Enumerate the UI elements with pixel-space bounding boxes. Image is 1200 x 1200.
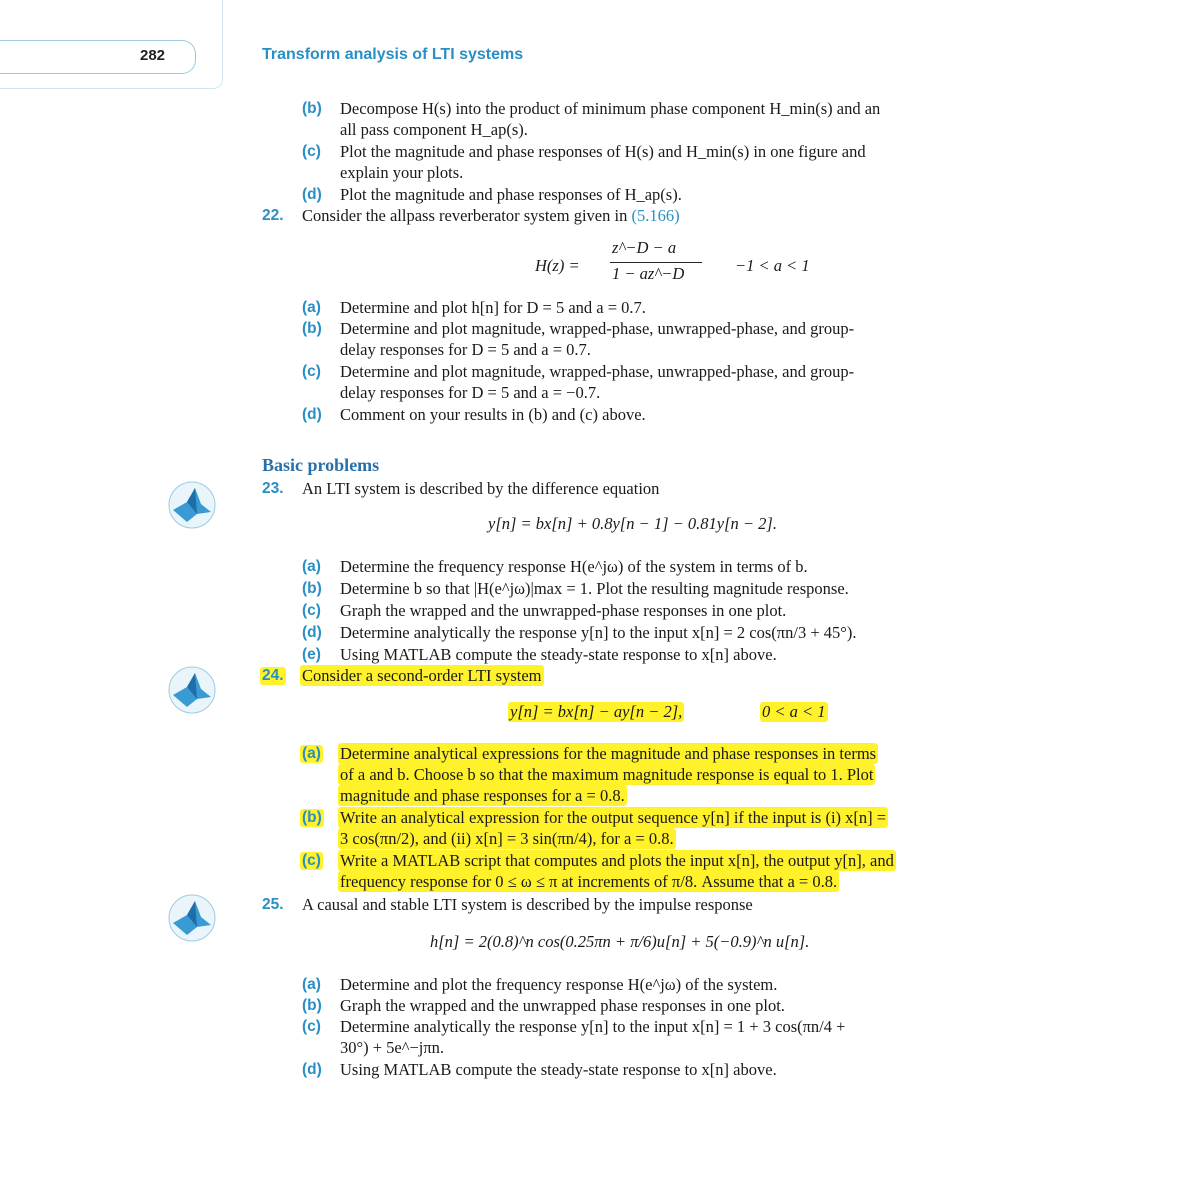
- part-text: magnitude and phase responses for a = 0.8.: [340, 786, 625, 805]
- part-label: (d): [302, 186, 322, 203]
- part-label: (c): [302, 852, 321, 869]
- part-text: Determine analytically the response y[n] to the input x[n] = 1 + 3 cos(πn/4 +: [340, 1017, 846, 1036]
- part-text: Determine the frequency response H(e^jω) of the system in terms of b.: [340, 557, 808, 576]
- equation-denominator: 1 − az^−D: [612, 264, 685, 283]
- part-label: (a): [302, 299, 321, 316]
- part-text: Write a MATLAB script that computes and plots the input x[n], the output y[n], and: [340, 851, 894, 870]
- part-text: Comment on your results in (b) and (c) above.: [340, 405, 646, 424]
- equation-lhs: H(z) =: [535, 256, 580, 275]
- section-title: Basic problems: [262, 455, 380, 475]
- part-text: Determine and plot h[n] for D = 5 and a = 0.7.: [340, 298, 646, 317]
- part-text: Decompose H(s) into the product of minimum phase component H_min(s) and an: [340, 99, 881, 118]
- part-label: (b): [302, 809, 322, 826]
- equation-ref-link[interactable]: (5.166): [631, 206, 680, 225]
- problem-text: Consider a second-order LTI system: [302, 666, 542, 685]
- part-label: (c): [302, 602, 321, 619]
- part-label: (a): [302, 745, 321, 762]
- part-text: delay responses for D = 5 and a = −0.7.: [340, 383, 601, 402]
- part-label: (b): [302, 320, 322, 337]
- part-label: (b): [302, 100, 322, 117]
- impulse-response-equation: h[n] = 2(0.8)^n cos(0.25πn + π/6)u[n] + 5(−0.9)^n u[n].: [430, 932, 810, 951]
- part-text: Graph the wrapped and the unwrapped-phase responses in one plot.: [340, 601, 787, 620]
- part-label: (c): [302, 143, 321, 160]
- part-label: (c): [302, 363, 321, 380]
- equation-numerator: z^−D − a: [612, 238, 677, 257]
- part-text: Plot the magnitude and phase responses of H(s) and H_min(s) in one figure and: [340, 142, 866, 161]
- page-number: 282: [140, 47, 166, 64]
- matlab-icon: [167, 480, 217, 530]
- part-label: (b): [302, 997, 322, 1014]
- problem-text: An LTI system is described by the difference equation: [302, 479, 660, 498]
- part-text: all pass component H_ap(s).: [340, 120, 528, 139]
- part-label: (d): [302, 1061, 322, 1078]
- part-text: explain your plots.: [340, 163, 464, 182]
- problem-text: A causal and stable LTI system is described by the impulse response: [302, 895, 753, 914]
- problem-number: 22.: [262, 207, 284, 224]
- part-text: Determine analytical expressions for the magnitude and phase responses in terms: [340, 744, 877, 763]
- running-head: Transform analysis of LTI systems: [262, 46, 524, 63]
- problem-text: Consider the allpass reverberator system given in (5.166): [302, 206, 680, 225]
- part-text: Determine and plot magnitude, wrapped-phase, unwrapped-phase, and group-: [340, 362, 855, 381]
- problem-number: 24.: [262, 667, 284, 684]
- part-text: frequency response for 0 ≤ ω ≤ π at increments of π/8. Assume that a = 0.8.: [340, 872, 838, 891]
- part-label: (a): [302, 976, 321, 993]
- part-text: Plot the magnitude and phase responses of H_ap(s).: [340, 185, 682, 204]
- part-label: (a): [302, 558, 321, 575]
- part-label: (d): [302, 406, 322, 423]
- equation-condition: 0 < a < 1: [762, 702, 826, 721]
- page-number-tab: [0, 40, 196, 74]
- part-text: Determine and plot the frequency response H(e^jω) of the system.: [340, 975, 778, 994]
- part-text: Determine and plot magnitude, wrapped-phase, unwrapped-phase, and group-: [340, 319, 855, 338]
- part-label: (e): [302, 646, 321, 663]
- part-text: 3 cos(πn/2), and (ii) x[n] = 3 sin(πn/4), for a = 0.8.: [340, 829, 674, 848]
- part-text: of a and b. Choose b so that the maximum magnitude response is equal to 1. Plot: [340, 765, 874, 784]
- part-text: delay responses for D = 5 and a = 0.7.: [340, 340, 591, 359]
- matlab-icon: [167, 893, 217, 943]
- part-text: Determine b so that |H(e^jω)|max = 1. Plot the resulting magnitude response.: [340, 579, 849, 598]
- equation-condition: −1 < a < 1: [735, 256, 810, 275]
- part-text: Write an analytical expression for the output sequence y[n] if the input is (i) x[n] =: [340, 808, 887, 827]
- part-text: Using MATLAB compute the steady-state response to x[n] above.: [340, 645, 777, 664]
- part-label: (c): [302, 1018, 321, 1035]
- problem-number: 23.: [262, 480, 284, 497]
- problem-number: 25.: [262, 896, 284, 913]
- fraction-bar: [610, 262, 702, 263]
- matlab-icon: [167, 665, 217, 715]
- part-text: Graph the wrapped and the unwrapped phase responses in one plot.: [340, 996, 785, 1015]
- difference-equation: y[n] = bx[n] + 0.8y[n − 1] − 0.81y[n − 2].: [488, 514, 777, 533]
- part-text: Determine analytically the response y[n] to the input x[n] = 2 cos(πn/3 + 45°).: [340, 623, 857, 642]
- part-text: Using MATLAB compute the steady-state response to x[n] above.: [340, 1060, 777, 1079]
- part-label: (b): [302, 580, 322, 597]
- difference-equation: y[n] = bx[n] − ay[n − 2],: [510, 702, 683, 721]
- part-text: 30°) + 5e^−jπn.: [340, 1038, 445, 1057]
- part-label: (d): [302, 624, 322, 641]
